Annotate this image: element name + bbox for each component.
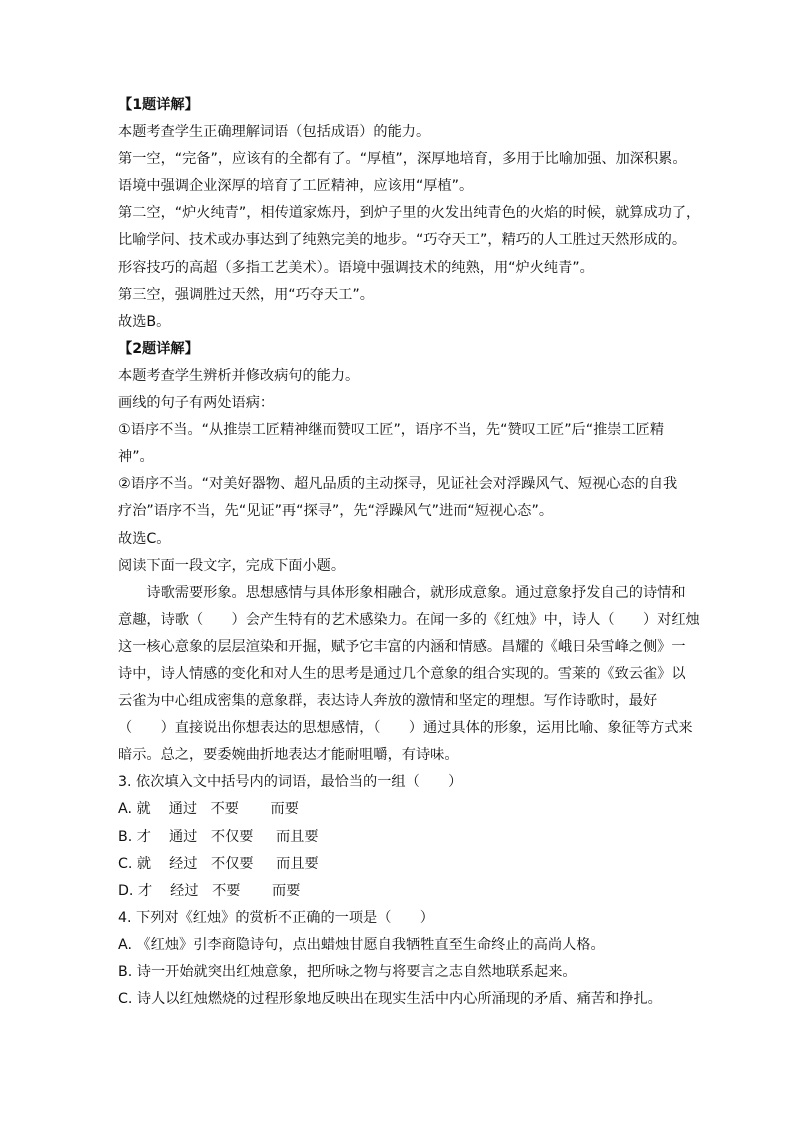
q2-intro: 本题考查学生辨析并修改病句的能力。 (118, 367, 360, 384)
reading-passage-line: 诗中，诗人情感的变化和对人生的思考是通过几个意象的组合实现的。雪莱的《致云雀》以 (118, 665, 686, 682)
q1-blank1-line1: 第一空，“完备”，应该有的全都有了。“厚植”，深厚地培育，多用于比喻加强、加深积累。 (118, 151, 687, 168)
q2-lead: 画线的句子有两处语病： (118, 395, 275, 412)
q2-error2-line1: ②语序不当。“对美好器物、超凡品质的主动探寻，见证社会对浮躁风气、短视心态的自我 (118, 476, 678, 493)
q1-blank1-line2: 语境中强调企业深厚的培育了工匠精神，应该用“厚植”。 (118, 178, 474, 195)
q1-blank3: 第三空，强调胜过天然，用“巧夺天工”。 (118, 286, 374, 303)
q2-error2-line2: 疗治”语序不当，先“见证”再“探寻”，先“浮躁风气”进而“短视心态”。 (118, 503, 554, 520)
q1-intro: 本题考查学生正确理解词语（包括成语）的能力。 (118, 124, 431, 141)
q4-option-b: B. 诗一开始就突出红烛意象，把所咏之物与将要言之志自然地联系起来。 (118, 964, 577, 980)
q4-option-c: C. 诗人以红烛燃烧的过程形象地反映出在现实生活中内心所涌现的矛盾、痛苦和挣扎。 (118, 991, 662, 1008)
q1-heading: 【1题详解】 (118, 97, 199, 113)
reading-passage-line: 暗示。总之，要委婉曲折地表达才能耐咀嚼，有诗味。 (118, 747, 459, 764)
q2-error1-line1: ①语序不当。“从推崇工匠精神继而赞叹工匠”，语序不当，先“赞叹工匠”后“推崇工匠精 (118, 422, 665, 439)
q3-option-c: C. 就 经过 不仅要 而且要 (118, 855, 319, 872)
document-page (118, 92, 701, 1013)
reading-instruction: 阅读下面一段文字，完成下面小题。 (118, 557, 346, 574)
q2-error1-line2: 神”。 (118, 449, 154, 466)
reading-passage-line: （ ）直接说出你想表达的思想感情，（ ）通过具体的形象，运用比喻、象征等方式来 (118, 720, 693, 737)
reading-passage-line: 诗歌需要形象。思想感情与具体形象相融合，就形成意象。通过意象抒发自己的诗情和 (146, 584, 686, 601)
q1-blank2-line2: 比喻学问、技术或办事达到了纯熟完美的地步。“巧夺天工”，精巧的人工胜过天然形成的。 (118, 232, 687, 249)
q1-blank2-line3: 形容技巧的高超（多指工艺美术）。语境中强调技术的纯熟，用“炉火纯青”。 (118, 259, 594, 276)
reading-passage-line: 云雀为中心组成密集的意象群，表达诗人奔放的激情和坚定的理想。写作诗歌时，最好 (118, 693, 658, 710)
q1-answer: 故选B。 (118, 313, 171, 330)
q3-stem: 3. 依次填入文中括号内的词语，最恰当的一组（ ） (118, 774, 463, 791)
reading-passage-line: 意趣，诗歌（ ）会产生特有的艺术感染力。在闻一多的《红烛》中，诗人（ ）对红烛 (118, 611, 700, 628)
reading-passage-line: 这一核心意象的层层渲染和开掘，赋予它丰富的内涵和情感。昌耀的《峨日朵雪峰之侧》一 (118, 638, 686, 655)
q2-heading: 【2题详解】 (118, 340, 199, 357)
q3-option-b: B. 才 通过 不仅要 而且要 (118, 828, 319, 845)
q1-blank2-line1: 第二空，“炉火纯青”，相传道家炼丹，到炉子里的火发出纯青色的火焰的时候，就算成功了， (118, 205, 701, 222)
q4-stem: 4. 下列对《红烛》的赏析不正确的一项是（ ） (118, 909, 434, 926)
q4-option-a: A. 《红烛》引李商隐诗句，点出蜡烛甘愿自我牺牲直至生命终止的高尚人格。 (118, 936, 605, 953)
q3-option-d: D. 才 经过 不要 而要 (118, 882, 301, 899)
q2-answer: 故选C。 (118, 530, 171, 547)
q3-option-a: A. 就 通过 不要 而要 (118, 801, 299, 818)
